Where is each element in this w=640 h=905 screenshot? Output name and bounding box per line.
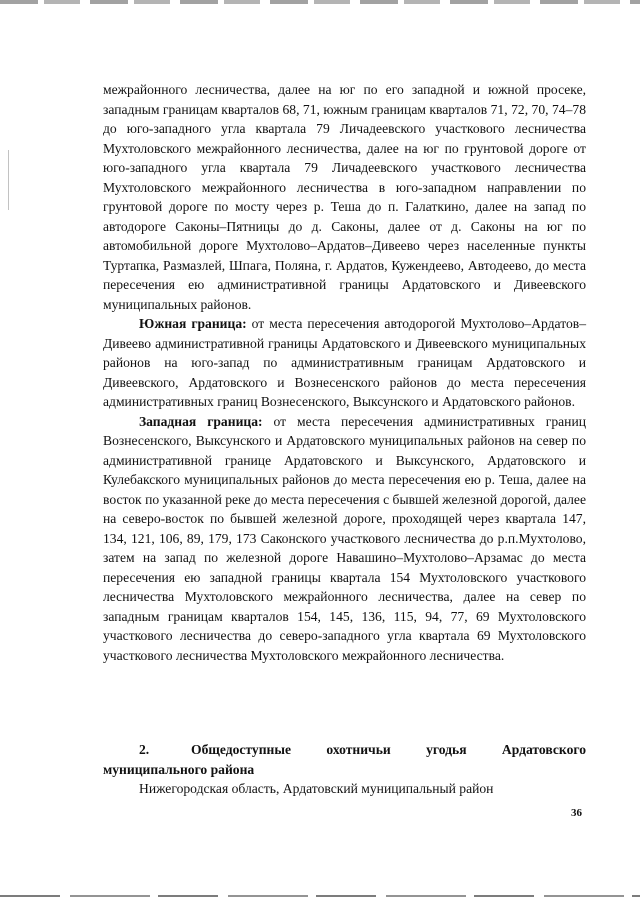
section-2 [103,740,586,799]
section-number: 2. [139,742,150,757]
section-subtitle: Нижегородская область, Ардатовский муниципальный район [139,781,494,796]
west-boundary-text: от места пересечения административных границ Вознесенского, Выксунского и Ардатовского муниципальных районов на север по административной границе Ардатовского и Выксунского, Ардатовского и Кулебакского муниципальных районов до места пересечения ею р. Теша, далее на восток по указанной реке до места пересечения с бывшей железной дорогой, далее на северо-восток по бывшей железной дороге, проходящей через квартала 147, 134, 121, 106, 89, 179, 173 Саконского участкового лесничества до р.п.Мухтолово, затем на запад по железной дороге Навашино–Мухтолово–Арзамас до места пересечения ею западной границы квартала 154 Мухтоловского участкового лесничества Мухтоловского межрайонного лесничества, далее на север по западным границам кварталов 154, 145, 136, 115, 94, 77, 69 Мухтоловского участкового лесничества до северо-западного угла квартала 69 Мухтоловского участкового лесничества Мухтоловского межрайонного лесничества. [103,413,586,663]
paragraph-west-boundary [103,412,586,666]
scan-edge-bottom [0,895,640,897]
section-title-line2: муниципального района [103,761,255,777]
south-boundary-text: от места пересечения автодорогой Мухтолово–Ардатов–Дивеево административной границы Ардатовского и Дивеевского муниципальных районов на юго-запад по административным границам Ардатовского и Дивеевского, Ардатовского и Вознесенского районов до места пересечения административных границ Вознесенского, Выксунского и Ардатовского районов. [103,316,587,409]
section-title-line1: Общедоступные охотничьи угодья Ардатовского [191,742,586,757]
scan-mark-left [8,150,9,210]
section-title [103,740,586,760]
paragraph-east-boundary-continued: межрайонного лесничества, далее на юг по его западной и южной просеке, западным границам кварталов 68, 71, южным границам кварталов 71, 72, 70, 74–78 до юго-западного угла квартала 79 Личадеевского участкового лесничества Мухтоловского межрайонного лесничества, далее на юг по грунтовой дороге от юго-западного угла квартала 79 Личадеевского участкового лесничества Мухтоловского межрайонного лесничества в юго-западном направлении по грунтовой дороге по мосту через р. Теша до п. Галаткино, далее на запад по автодороге Саконы–Пятницы до д. Саконы, далее от д. Саконы на юг по автомобильной дороге Мухтолово–Ардатов–Дивеево через населенные пункты Туртапка, Размазлей, Шпага, Поляна, г. Ардатов, Кужендеево, Автодеево, до места пересечения ею административной границы Ардатовского и Дивеевского муниципальных районов. [103,82,586,312]
page-number: 36 [571,807,582,819]
paragraph-south-boundary [103,314,586,412]
south-boundary-heading: Южная граница: [139,316,247,331]
west-boundary-heading: Западная граница: [139,413,263,429]
scan-edge-top [0,0,640,4]
document-body [103,80,586,665]
